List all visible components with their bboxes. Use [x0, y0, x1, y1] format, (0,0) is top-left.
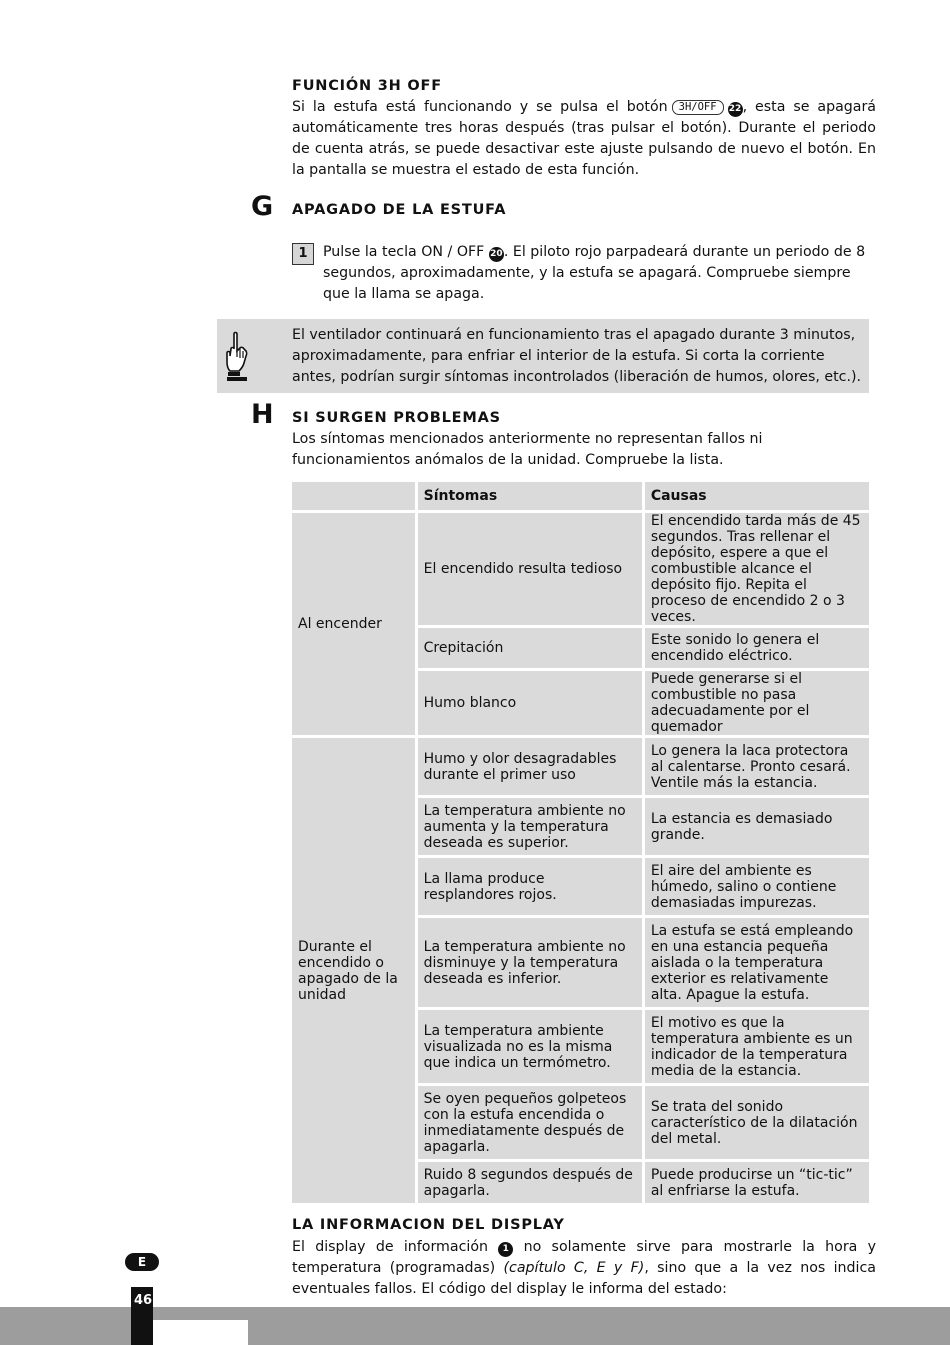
- table-row: [292, 513, 869, 625]
- page-number: 46: [134, 1293, 153, 1308]
- ref-number-icon: 1: [498, 1242, 513, 1257]
- symptom-cell: Crepitación: [418, 628, 642, 668]
- display-text-italic: (capítulo C, E y F): [503, 1260, 645, 1276]
- symptom-cell: Se oyen pequeños golpeteos con la estufa encendida o inmediatamente después de apagarla.: [418, 1086, 642, 1159]
- ref-number-icon: 22: [728, 102, 743, 117]
- display-text-c: , sino que a la vez nos indica eventuales fallos. El código del display le informa del estado:: [292, 1260, 876, 1297]
- 3h-off-button-icon: 3H/OFF: [672, 100, 724, 115]
- cause-cell: El encendido tarda más de 45 segundos. Tras rellenar el depósito, espere a que el combustible alcance el depósito fijo. Repita el proceso de encendido 2 o 3 veces.: [645, 513, 869, 625]
- symptom-cell: Ruido 8 segundos después de apagarla.: [418, 1162, 642, 1203]
- table-header-row: [292, 482, 869, 510]
- symptom-cell: Humo y olor desagradables durante el primer uso: [418, 738, 642, 795]
- section-3h-paragraph: [292, 97, 876, 181]
- section-3h-text-a: Si la estufa está funcionando y se pulsa el botón: [292, 99, 668, 115]
- symptom-cell: La temperatura ambiente visualizada no es la misma que indica un termómetro.: [418, 1010, 642, 1083]
- display-section-paragraph: [292, 1237, 876, 1300]
- display-section-title: LA INFORMACION DEL DISPLAY: [292, 1217, 565, 1233]
- header-symptoms: Síntomas: [418, 482, 642, 510]
- display-text-a: El display de información: [292, 1239, 488, 1255]
- language-badge: E: [125, 1253, 159, 1271]
- page-number-tab: [131, 1287, 153, 1345]
- group-label-cell: Al encender: [292, 513, 415, 735]
- table-row: [292, 738, 869, 795]
- header-blank-cell: [292, 482, 415, 510]
- section-3h-title: FUNCIÓN 3H OFF: [292, 78, 442, 94]
- symptom-cell: Humo blanco: [418, 671, 642, 735]
- cause-cell: El motivo es que la temperatura ambiente es un indicador de la temperatura media de la estancia.: [645, 1010, 869, 1083]
- cause-cell: La estufa se está empleando en una estancia pequeña aislada o la temperatura exterior es relativamente alta. Apague la estufa.: [645, 918, 869, 1007]
- group-label-cell: Durante el encendido o apagado de la unidad: [292, 738, 415, 1203]
- section-g-title: APAGADO DE LA ESTUFA: [292, 202, 507, 218]
- cause-cell: Lo genera la laca protectora al calentarse. Pronto cesará. Ventile más la estancia.: [645, 738, 869, 795]
- header-causes: Causas: [645, 482, 869, 510]
- symptom-cell: La temperatura ambiente no aumenta y la temperatura deseada es superior.: [418, 798, 642, 855]
- step-text-b: . El piloto rojo parpadeará durante un periodo de 8 segundos, aproximadamente, y la estufa se apagará. Compruebe siempre que la llama se apaga.: [323, 244, 866, 302]
- cause-cell: Puede generarse si el combustible no pasa adecuadamente por el quemador: [645, 671, 869, 735]
- step-paragraph: [323, 242, 878, 305]
- cause-cell: Se trata del sonido característico de la dilatación del metal.: [645, 1086, 869, 1159]
- section-h-intro: Los síntomas mencionados anteriormente no representan fallos ni funcionamientos anómalos de la unidad. Compruebe la lista.: [292, 431, 763, 468]
- section-h-title: SI SURGEN PROBLEMAS: [292, 410, 501, 426]
- section-3h-text-b: , esta se apagará automáticamente tres horas después (tras pulsar el botón). Durante el periodo de cuenta atrás, se puede desactivar este ajuste pulsando de nuevo el botón. En la pantalla se muestra el estado de esta función.: [292, 99, 876, 178]
- cause-cell: La estancia es demasiado grande.: [645, 798, 869, 855]
- footer-white-strip: [153, 1320, 248, 1345]
- display-text-b: no solamente sirve para mostrarle la hora y temperatura (programadas): [292, 1239, 877, 1276]
- ref-number-icon: 20: [489, 247, 504, 262]
- note-text: El ventilador continuará en funcionamiento tras el apagado durante 3 minutos, aproximadamente, para enfriar el interior de la estufa. Si corta la corriente antes, podrían surgir síntomas incontrolados (liberación de humos, olores, etc.).: [292, 327, 862, 385]
- step-text-a: Pulse la tecla ON / OFF: [323, 244, 485, 260]
- pointing-hand-icon: [222, 331, 252, 383]
- symptom-cell: La llama produce resplandores rojos.: [418, 858, 642, 915]
- section-letter-h: H: [251, 399, 274, 430]
- cause-cell: Puede producirse un “tic-tic” al enfriarse la estufa.: [645, 1162, 869, 1203]
- symptom-cell: El encendido resulta tedioso: [418, 513, 642, 625]
- troubleshooting-table: [289, 479, 872, 1206]
- cause-cell: Este sonido lo genera el encendido eléctrico.: [645, 628, 869, 668]
- cause-cell: El aire del ambiente es húmedo, salino o contiene demasiadas impurezas.: [645, 858, 869, 915]
- symptom-cell: La temperatura ambiente no disminuye y la temperatura deseada es inferior.: [418, 918, 642, 1007]
- section-letter-g: G: [251, 191, 274, 222]
- step-number-box: 1: [292, 243, 314, 265]
